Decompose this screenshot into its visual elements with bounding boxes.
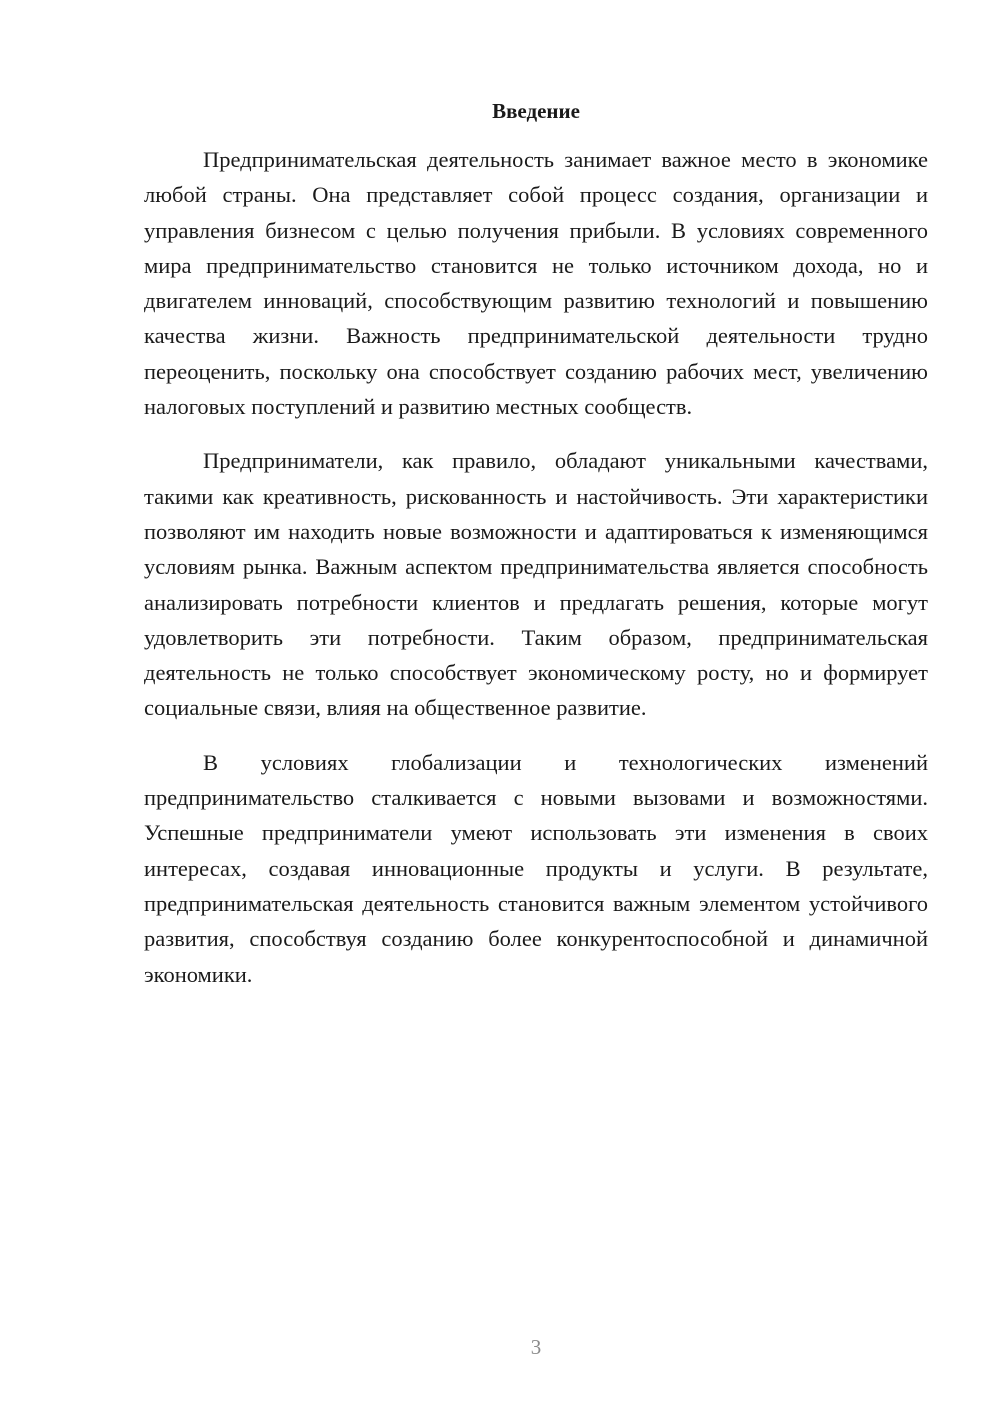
body-text	[144, 142, 928, 1011]
page-title: Введение	[492, 99, 580, 123]
page-number: 3	[530, 1335, 542, 1359]
paragraph-3: В условиях глобализации и технологических изменений предпринимательство сталкивается с новыми вызовами и возможностями. Успешные предприниматели умеют использовать эти изменения в своих интересах, создавая инновационные продукты и услуги. В результате, предпринимательская деятельность становится важным элементом устойчивого развития, способствуя созданию более конкурентоспособной и динамичной экономики.	[144, 749, 928, 987]
paragraph-1: Предпринимательская деятельность занимает важное место в экономике любой страны. Она представляет собой процесс создания, организации и управления бизнесом с целью получения прибыли. В условиях современного мира предпринимательство становится не только источником дохода, но и двигателем инноваций, способствующим развитию технологий и повышению качества жизни. Важность предпринимательской деятельности трудно переоценить, поскольку она способствует созданию рабочих мест, увеличению налоговых поступлений и развитию местных сообществ.	[144, 147, 928, 420]
paragraph-2: Предприниматели, как правило, обладают уникальными качествами, такими как креативность, рискованность и настойчивость. Эти характеристики позволяют им находить новые возможности и адаптироваться к изменяющимся условиям рынка. Важным аспектом предпринимательства является способность анализировать потребности клиентов и предлагать решения, которые могут удовлетворить эти потребности. Таким образом, предпринимательская деятельность не только способствует экономическому росту, но и формирует социальные связи, влияя на общественное развитие.	[144, 448, 928, 721]
